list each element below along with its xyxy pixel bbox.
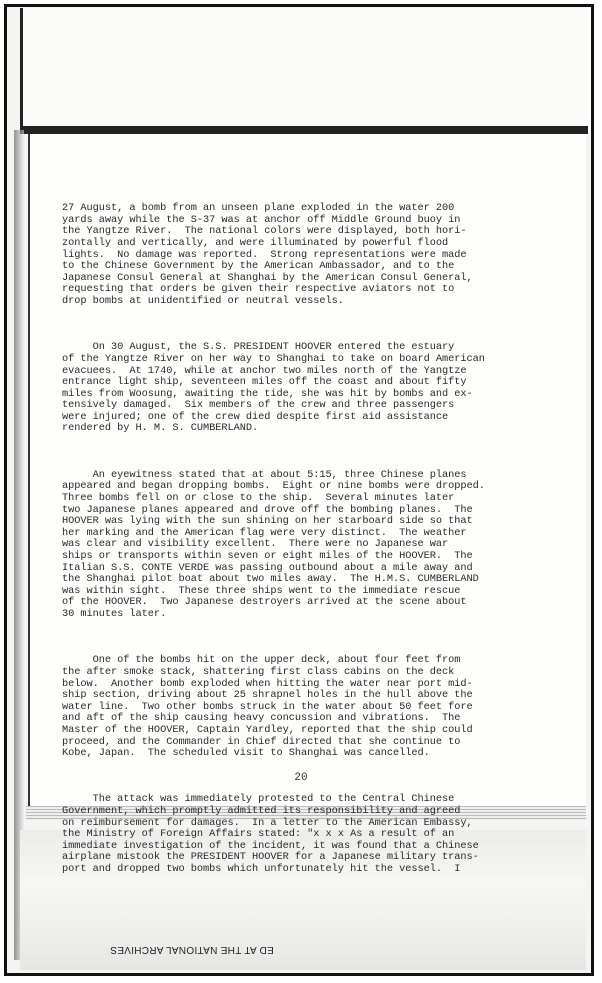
text-line: Government, which promptly admitted its responsibility and agreed [62,805,461,818]
text-line: her marking and the American flag were very distinct. The weather [62,526,467,539]
page-number: 20 [294,772,308,784]
text-line: tensively damaged. Six members of the crew and three passengers [62,399,455,412]
text-line: Kobe, Japan. The scheduled visit to Shanghai was cancelled. [62,747,430,760]
text-line: was clear and visibility excellent. There were no Japanese war [62,538,449,551]
text-line: ship section, driving about 25 shrapnel holes in the hull above the [62,689,473,702]
text-line: HOOVER was lying with the sun shining on her starboard side so that [62,515,473,528]
text-line: requesting that orders be given their respective aviators not to [62,283,455,296]
text-line: port and dropped two bombs which unfortunately hit the vessel. I [62,863,461,876]
text-line: ships or transports within seven or eight miles of the HOOVER. The [62,550,473,562]
text-line: of the Yangtze River on her way to Shanghai to take on board American [62,352,485,365]
text-line: were injured; one of the crew died despite first aid assistance [62,410,449,423]
text-line: the Yangtze River. The national colors were displayed, both hori- [62,225,467,238]
text-line: evacuees. At 1740, while at anchor two miles north of the Yangtze [62,364,467,377]
text-line: yards away while the S-37 was at anchor off Middle Ground buoy in [62,213,461,226]
text-line: lights. No damage was reported. Strong representations were made [62,248,467,261]
text-line: below. Another bomb exploded when hitting the water near port mid- [62,677,473,690]
text-line: One of the bombs hit on the upper deck, about four feet from [62,654,461,667]
text-line: was within sight. These three ships went to the immediate rescue [62,584,461,597]
paragraph-5 [62,794,544,875]
text-line: appeared and began dropping bombs. Eight or nine bombs were dropped. [62,480,485,493]
text-line: The attack was immediately protested to the Central Chinese [62,793,455,806]
text-line: Three bombs fell on or close to the ship. Several minutes later [62,492,455,505]
text-line: Italian S.S. CONTE VERDE was passing outbound about a mile away and [62,561,473,574]
text-line: and aft of the ship causing heavy concussion and vibrations. The [62,712,461,725]
text-line: of the HOOVER. Two Japanese destroyers arrived at the scene about [62,596,467,609]
text-line: On 30 August, the S.S. PRESIDENT HOOVER entered the estuary [62,341,455,354]
text-line: on reimbursement for damages. In a letter to the American Embassy, [62,816,473,829]
text-line: two Japanese planes appeared and drove off the bombing planes. The [62,503,473,516]
paragraph-2 [62,342,544,435]
text-line: the Ministry of Foreign Affairs stated: "x x x As a result of an [62,828,455,841]
text-line: to the Chinese Government by the American Ambassador, and to the [62,260,455,273]
paragraph-4 [62,655,544,759]
paragraph-1 [62,203,544,307]
text-line: 30 minutes later. [62,607,167,620]
binder-top [20,8,591,130]
paragraph-3 [62,470,544,621]
archive-stamp: ED AT THE NATIONAL ARCHIVES [110,944,274,955]
text-line: zontally and vertically, and were illuminated by powerful flood [62,236,449,249]
text-line: entrance light ship, seventeen miles off the coast and about fifty [62,376,467,389]
text-line: Master of the HOOVER, Captain Yardley, reported that the ship could [62,723,473,736]
text-line: drop bombs at unidentified or neutral vessels. [62,294,344,307]
text-line: airplane mistook the PRESIDENT HOOVER for a Japanese military trans- [62,851,479,864]
text-line: the after smoke stack, shattering first class cabins on the deck [62,665,455,678]
text-line: An eyewitness stated that at about 5:15, three Chinese planes [62,468,467,481]
text-line: the Shanghai pilot boat about two miles away. The H.M.S. CUMBERLAND [62,573,479,586]
text-line: Japanese Consul General at Shanghai by the American Consul General, [62,271,473,284]
text-line: immediate investigation of the incident, it was found that a Chinese [62,839,479,852]
text-line: rendered by H. M. S. CUMBERLAND. [62,422,259,435]
text-line: 27 August, a bomb from an unseen plane exploded in the water 200 [62,202,455,215]
text-line: proceed, and the Commander in Chief directed that she continue to [62,735,461,748]
document-body [62,180,544,899]
binder-bar [20,126,588,134]
text-line: water line. Two other bombs struck in the water about 50 feet fore [62,700,473,713]
text-line: miles from Woosung, awaiting the tide, she was hit by bombs and ex- [62,387,473,400]
